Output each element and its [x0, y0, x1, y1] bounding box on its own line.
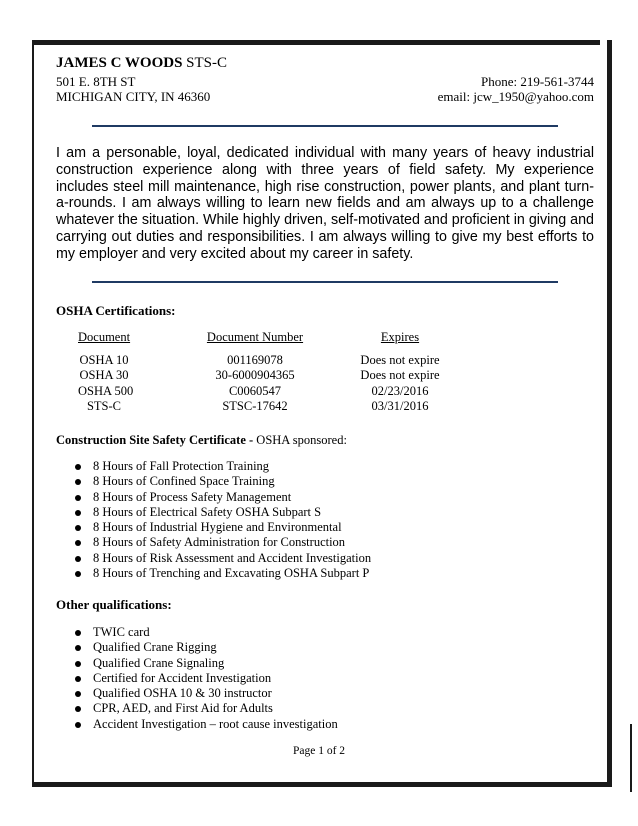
bullet-icon — [75, 691, 81, 697]
page-border-cap — [630, 724, 632, 792]
cell-exp-3: 03/31/2016 — [371, 398, 429, 413]
list-item: Qualified OSHA 10 & 30 instructor — [56, 686, 338, 701]
list-item: 8 Hours of Fall Protection Training — [56, 459, 371, 474]
email-text: email: jcw_1950@yahoo.com — [437, 89, 594, 104]
address-line-2: MICHIGAN CITY, IN 46360 — [56, 89, 211, 104]
list-item: 8 Hours of Process Safety Management — [56, 490, 371, 505]
resume-name — [56, 55, 227, 72]
bullet-icon — [75, 645, 81, 651]
bullet-icon — [75, 479, 81, 485]
name-text: JAMES C WOODS — [56, 55, 183, 71]
cell-doc-2: OSHA 500 — [78, 383, 134, 398]
list-item: Accident Investigation – root cause investigation — [56, 717, 338, 732]
list-item: Qualified Crane Rigging — [56, 640, 338, 655]
col-expires — [356, 330, 444, 414]
list-item: 8 Hours of Confined Space Training — [56, 474, 371, 489]
col-document-number — [200, 330, 310, 414]
cell-exp-2: 02/23/2016 — [371, 383, 429, 398]
construction-sponsor-text: OSHA sponsored: — [253, 433, 347, 447]
list-item: Certified for Accident Investigation — [56, 671, 338, 686]
summary-paragraph: I am a personable, loyal, dedicated individual with many years of heavy industrial construction experience along with three years of field safety. My experience includes steel mill maintenance, high rise construction, power plants, and plant turn-a-rounds. I am always willing to learn new fields and am always up to a challenge whatever the situation. While highly driven, self-motivated and proficient in giving and carrying out duties and responsibilities. I am always willing to give my best efforts to my employer and very excited about my career in safety. — [56, 145, 595, 262]
list-item: CPR, AED, and First Aid for Adults — [56, 701, 338, 716]
construction-title-text: Construction Site Safety Certificate - — [56, 433, 254, 447]
cell-doc-0: OSHA 10 — [79, 353, 129, 368]
construction-section-title — [56, 433, 347, 448]
page-border-left — [32, 40, 34, 786]
page-border-bottom — [32, 782, 612, 787]
list-item: Qualified Crane Signaling — [56, 656, 338, 671]
cell-exp-1: Does not expire — [360, 368, 440, 383]
other-section-title: Other qualifications: — [56, 597, 172, 612]
cell-exp-0: Does not expire — [360, 353, 440, 368]
divider-top — [92, 125, 558, 127]
bullet-icon — [75, 464, 81, 470]
bullet-icon — [75, 630, 81, 636]
bullet-icon — [75, 676, 81, 682]
header-document-number: Document Number — [206, 330, 304, 344]
list-item: 8 Hours of Electrical Safety OSHA Subpart S — [56, 505, 371, 520]
bullet-icon — [75, 571, 81, 577]
cell-num-3: STSC-17642 — [222, 398, 288, 413]
header-document: Document — [78, 330, 131, 344]
bullet-icon — [75, 722, 81, 728]
construction-training-list — [56, 459, 371, 581]
other-qualifications-list — [56, 625, 338, 732]
bullet-icon — [75, 556, 81, 562]
address-line-1: 501 E. 8TH ST — [56, 74, 136, 89]
bullet-icon — [75, 706, 81, 712]
bullet-icon — [75, 525, 81, 531]
bullet-icon — [75, 510, 81, 516]
cell-doc-1: OSHA 30 — [79, 368, 129, 383]
divider-bottom — [92, 281, 558, 283]
list-item: 8 Hours of Industrial Hygiene and Environmental — [56, 520, 371, 535]
bullet-icon — [75, 661, 81, 667]
cell-num-2: C0060547 — [228, 383, 282, 398]
bullet-icon — [75, 540, 81, 546]
list-item: 8 Hours of Risk Assessment and Accident Investigation — [56, 551, 371, 566]
credential-text: STS-C — [186, 55, 228, 71]
page-border-right — [607, 40, 612, 786]
list-item: 8 Hours of Safety Administration for Construction — [56, 535, 371, 550]
cell-num-0: 001169078 — [227, 353, 283, 368]
list-item: 8 Hours of Trenching and Excavating OSHA Subpart P — [56, 566, 371, 581]
col-document — [78, 330, 134, 414]
bullet-icon — [75, 495, 81, 501]
list-item: TWIC card — [56, 625, 338, 640]
page-number: Page 1 of 2 — [292, 745, 346, 757]
osha-section-title: OSHA Certifications: — [56, 303, 176, 318]
cell-num-1: 30-6000904365 — [215, 368, 295, 383]
cell-doc-3: STS-C — [86, 398, 122, 413]
header-expires: Expires — [380, 330, 420, 344]
phone-text: Phone: 219-561-3744 — [480, 74, 594, 89]
page-border-top — [32, 40, 600, 45]
